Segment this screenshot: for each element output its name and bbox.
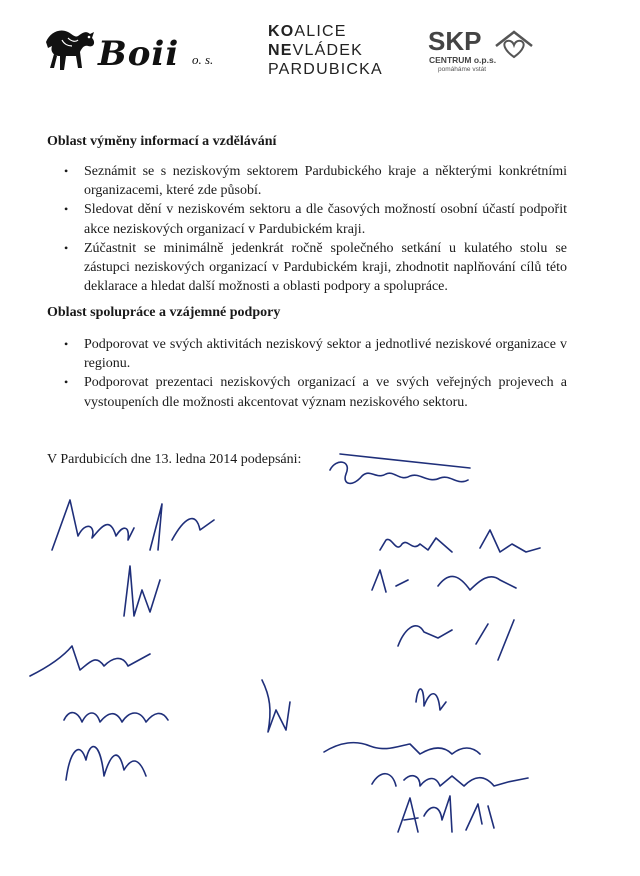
signature: [30, 646, 150, 676]
bullet-icon: •: [64, 240, 69, 255]
list-item: • Podporovat prezentaci neziskových organizací a ve svých veřejných projevech a vystoupeních dle možnosti akcentovat význam neziskového sektoru.: [64, 375, 567, 410]
signature: [262, 680, 290, 732]
list-item: • Seznámit se s neziskovým sektorem Pardubického kraje a některými konkrétními organizacemi, které zde působí.: [64, 164, 567, 199]
heart-house-icon: [494, 30, 534, 60]
koalice-logo: [268, 22, 383, 79]
signatures-area: [0, 440, 640, 876]
signature: [398, 796, 494, 832]
list-item: • Podporovat ve svých aktivitách neziskový sektor a jednotlivé neziskové organizace v regionu.: [64, 337, 567, 372]
signature: [340, 454, 470, 468]
signing-place-date: V Pardubicích dne 13. ledna 2014 podepsáni:: [47, 452, 302, 467]
signature: [416, 689, 446, 710]
koalice-line-1: KOALICE: [268, 23, 347, 40]
section-title: Oblast výměny informací a vzdělávání: [47, 134, 277, 149]
skp-tagline: pomáháme vstát: [438, 66, 487, 73]
signature: [372, 570, 516, 592]
list-item: • Zúčastnit se minimálně jedenkrát ročně společného setkání u kulatého stolu se zástupci neziskových organizací v Pardubickém kraji, zhodnotit naplňování cílů této deklarace a hledat další možnosti a oblasti podpory a spolupráce.: [64, 240, 567, 295]
signature: [66, 747, 146, 780]
skp-centrum: CENTRUM o.p.s.: [429, 55, 497, 65]
section-cooperation: [47, 305, 567, 412]
boii-suffix: o. s.: [192, 52, 214, 67]
bullet-icon: •: [64, 337, 69, 351]
signature: [324, 743, 480, 754]
bullet-icon: •: [64, 164, 69, 178]
bullet-icon: •: [64, 202, 69, 217]
signature: [124, 566, 160, 616]
signature: [150, 504, 214, 550]
signature: [398, 620, 514, 660]
skp-logo: [428, 26, 538, 86]
koalice-line-3: PARDUBICKA: [268, 61, 383, 78]
section-title: Oblast spolupráce a vzájemné podpory: [47, 305, 281, 320]
koalice-line-2: NEVLÁDEK: [268, 42, 363, 59]
horse-icon: [42, 24, 100, 74]
list-item: • Sledovat dění v neziskovém sektoru a dle časových možností osobní účastí podpořit akce neziskových organizací v Pardubickém kraji.: [64, 202, 567, 237]
bullet-list: [47, 162, 567, 296]
skp-name: SKP: [428, 26, 482, 56]
bullet-icon: •: [64, 375, 69, 390]
letterhead: [0, 0, 640, 100]
bullet-list: [47, 335, 567, 412]
signature: [64, 713, 168, 722]
signature: [52, 500, 134, 550]
signature: [372, 774, 528, 786]
signature: [380, 530, 540, 552]
boii-name: Boii: [98, 34, 180, 74]
section-information-exchange: [47, 134, 567, 296]
boii-logo: [42, 24, 272, 84]
